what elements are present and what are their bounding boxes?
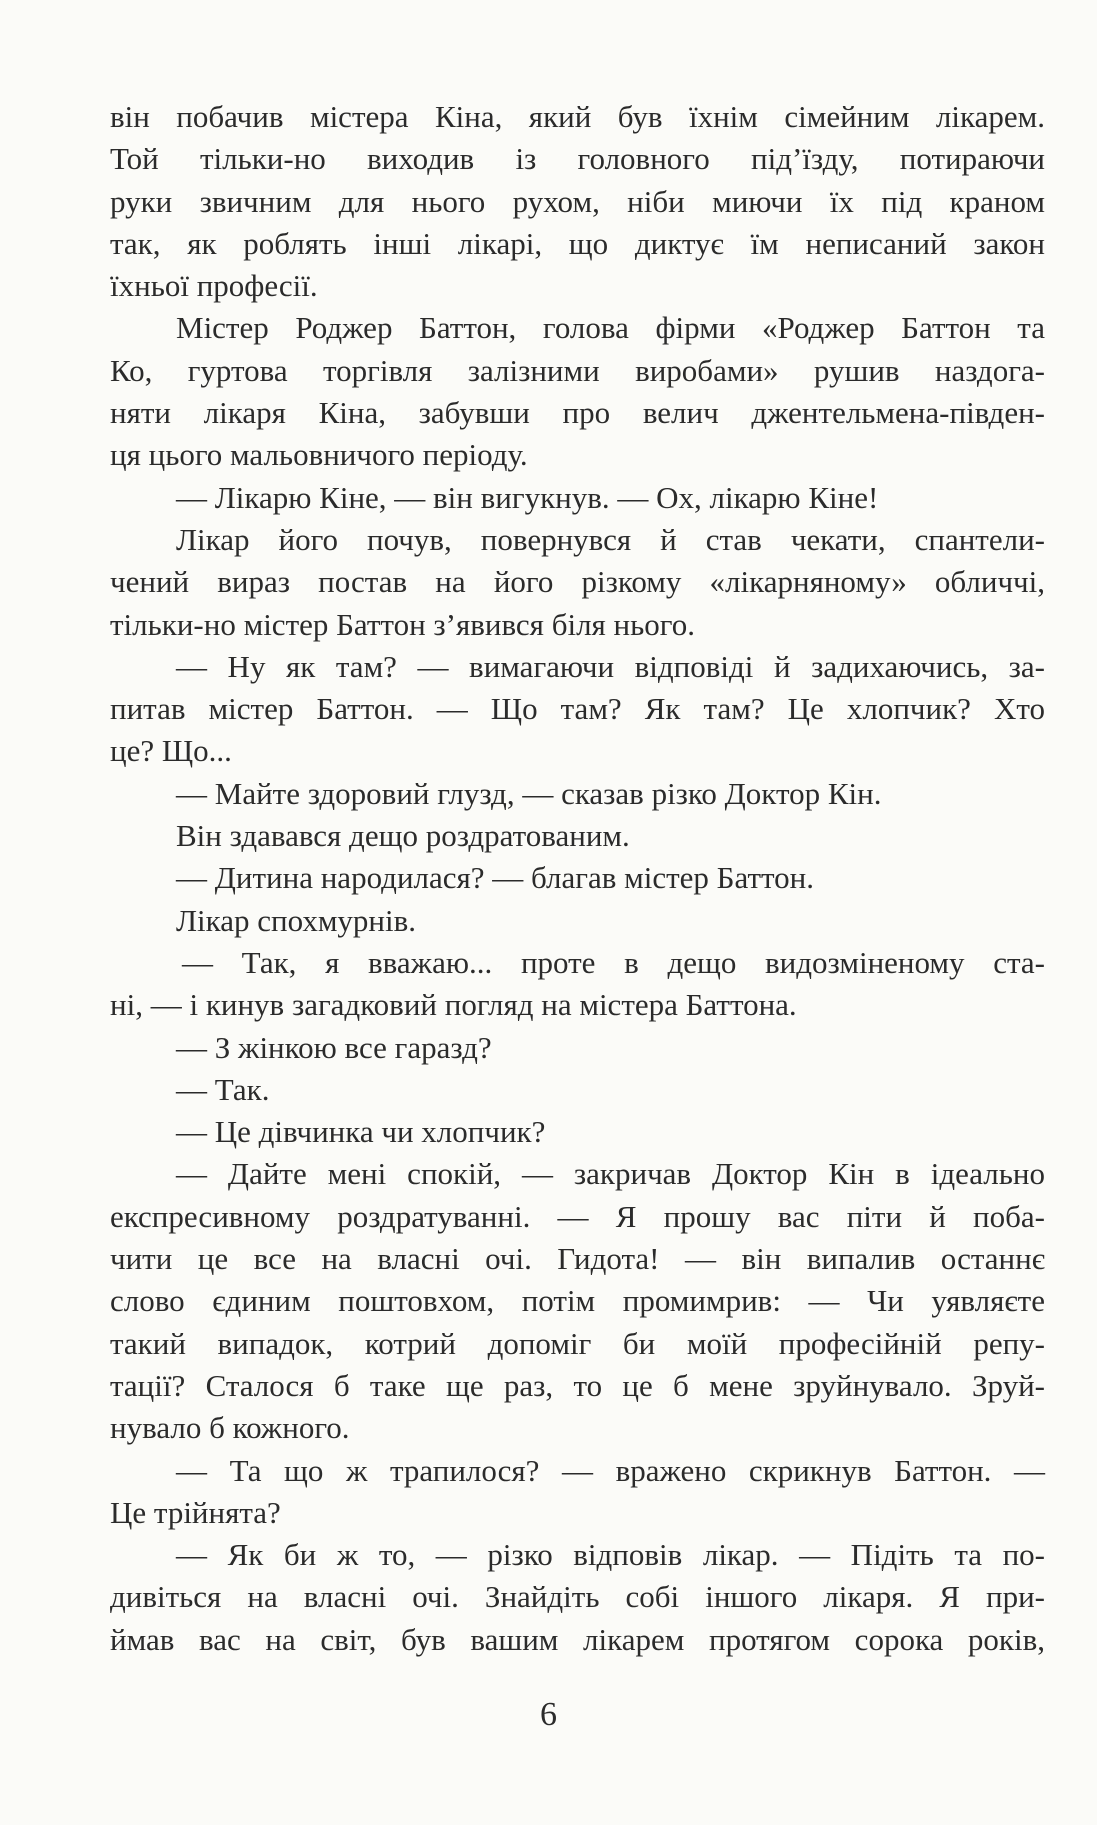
text-line: їхньої професії. (110, 268, 318, 304)
page-number: 6 (540, 1696, 557, 1733)
text-line: тільки-но містер Баттон з’явився біля нього. (110, 606, 695, 642)
text-line: слово єдиним поштовхом, потім промимрив: — Чи уявляєте (110, 1283, 1045, 1319)
text-line: це? Що... (110, 733, 232, 769)
text-line: так, як роблять інші лікарі, що диктує їм неписаний закон (110, 225, 1045, 261)
text-line: чити це все на власні очі. Гидота! — він випалив останнє (110, 1241, 1045, 1277)
text-line: Ко, гуртова торгівля залізними виробами» рушив наздога- (110, 352, 1045, 388)
text-line: — З жінкою все гаразд? (176, 1029, 492, 1065)
text-line: няти лікаря Кіна, забувши про велич джентельмена-півден- (110, 395, 1045, 431)
text-line: експресивному роздратуванні. — Я прошу вас піти й поба- (110, 1198, 1045, 1234)
text-line: — Так, я вважаю... проте в дещо видозміненому ста- (182, 944, 1045, 980)
text-line: питав містер Баттон. — Що там? Як там? Це хлопчик? Хто (110, 691, 1045, 727)
text-line: Лікар спохмурнів. (176, 902, 417, 938)
text-line: — Дайте мені спокій, — закричав Доктор Кін в ідеально (176, 1156, 1045, 1192)
text-line: він побачив містера Кіна, який був їхнім сімейним лікарем. (110, 99, 1045, 134)
text-line: — Майте здоровий глузд, — сказав різко Доктор Кін. (176, 775, 882, 811)
text-line: Лікар його почув, повернувся й став чекати, спантели- (176, 521, 1045, 557)
text-line: Це трійнята? (110, 1494, 281, 1530)
text-line: Той тільки-но виходив із головного під’їзду, потираючи (110, 141, 1045, 177)
text-line: Містер Роджер Баттон, голова фірми «Роджер Баттон та (176, 310, 1045, 346)
text-line: — Лікарю Кіне, — він вигукнув. — Ох, лікарю Кіне! (176, 479, 879, 515)
text-line: — Це дівчинка чи хлопчик? (176, 1114, 546, 1150)
text-line: ця цього мальовничого періоду. (110, 437, 528, 473)
text-line: ні, — і кинув загадковий погляд на містера Баттона. (110, 987, 797, 1023)
text-line: чений вираз постав на його різкому «лікарняному» обличчі, (110, 564, 1045, 600)
text-line: Він здавався дещо роздратованим. (176, 818, 630, 854)
text-line: руки звичним для нього рухом, ніби миючи їх під краном (110, 183, 1045, 219)
text-line: ймав вас на світ, був вашим лікарем протягом сорока років, (110, 1621, 1045, 1657)
body-text (110, 96, 1045, 1661)
text-line: — Як би ж то, — різко відповів лікар. — Підіть та по- (176, 1537, 1045, 1573)
text-line: такий випадок, котрий допоміг би моїй професійній репу- (110, 1325, 1045, 1361)
text-line: — Дитина народилася? — благав містер Баттон. (176, 860, 814, 896)
text-line: — Та що ж трапилося? — вражено скрикнув Баттон. — (176, 1452, 1045, 1488)
text-line: — Ну як там? — вимагаючи відповіді й задихаючись, за- (176, 648, 1045, 684)
text-line: тації? Сталося б таке ще раз, то це б мене зруйнувало. Зруй- (110, 1367, 1045, 1403)
text-line: — Так. (176, 1071, 270, 1107)
text-line: дивіться на власні очі. Знайдіть собі іншого лікаря. Я при- (110, 1579, 1045, 1615)
text-line: нувало б кожного. (110, 1410, 350, 1446)
